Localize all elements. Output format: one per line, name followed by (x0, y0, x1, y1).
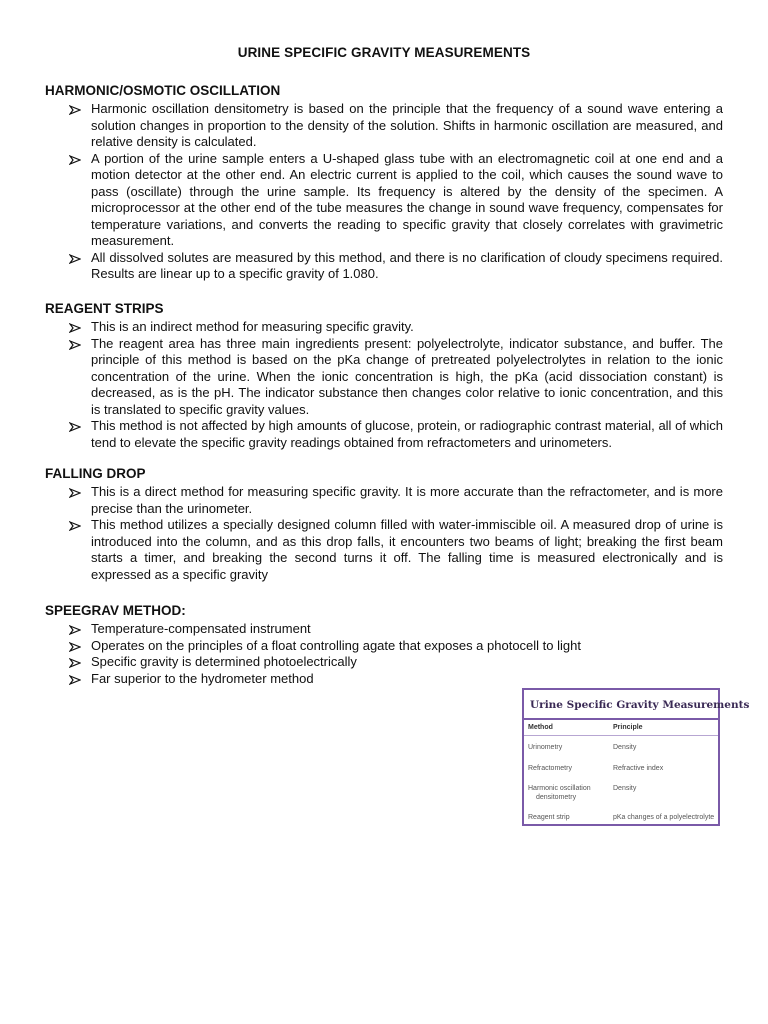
list-item (91, 484, 723, 517)
table-row (524, 744, 718, 753)
arrow-bullet-icon (69, 658, 81, 668)
list-item (91, 638, 723, 655)
bullet-text: Operates on the principles of a float controlling agate that exposes a photocell to light (91, 637, 581, 653)
arrow-bullet-icon (69, 521, 81, 531)
bullet-list (45, 621, 723, 687)
document-title: URINE SPECIFIC GRAVITY MEASUREMENTS (237, 45, 531, 60)
inset-title: Urine Specific Gravity Measurements (524, 690, 718, 720)
bullet-text: The reagent area has three main ingredients present: polyelectrolyte, indicator substance, and buffer. The principle of this method is based on the pKa change of pretreated polyelectrolytes in relation to the ionic concentration of the urine. When the ionic concentration is high, the pKa (acid dissociation constant) is decreased, as is the pH. The indicator substance then changes color relative to ionic concentration, and this is translated to specific gravity values. (91, 335, 723, 417)
bullet-text: All dissolved solutes are measured by this method, and there is no clarification of cloudy specimens required. Results are linear up to a specific gravity of 1.080. (91, 249, 723, 281)
list-item (91, 336, 723, 419)
section-reagent-strips (45, 300, 723, 451)
section-heading: REAGENT STRIPS (45, 301, 164, 316)
header-method: Method (528, 724, 553, 731)
arrow-bullet-icon (69, 340, 81, 350)
cell-method: Urinometry (528, 744, 563, 751)
cell-principle: Density (613, 785, 637, 792)
bullet-text: This method is not affected by high amounts of glucose, protein, or radiographic contrast material, all of which tend to elevate the specific gravity readings obtained from refractometers and urinometers. (91, 418, 723, 450)
bullet-text: A portion of the urine sample enters a U-shaped glass tube with an electromagnetic coil at one end and a motion detector at the other end. An electric current is applied to the coil, which causes the sound wave to pass (oscillate) through the urine sample. Its frequency is altered by the density of the specimen. A microprocessor at the other end of the tube measures the change in sound wave frequency, compensates for temperature variations, and converts the reading to specific gravity that closely correlates with gravimetric measurement. (91, 150, 723, 248)
arrow-bullet-icon (69, 642, 81, 652)
cell-principle: Refractive index (613, 764, 664, 772)
inset-header-row (524, 720, 718, 736)
arrow-bullet-icon (69, 155, 81, 165)
cell-principle: pKa changes of a polyelectrolyte (613, 814, 715, 821)
bullet-text: Harmonic oscillation densitometry is based on the principle that the frequency of a sound wave entering a solution changes in proportion to the density of the solution. Shifts in harmonic oscillation are measured, and relative density is calculated. (91, 101, 723, 149)
section-speegrav-method (45, 602, 723, 687)
list-item (91, 621, 723, 638)
list-item (91, 319, 723, 336)
list-item (91, 517, 723, 583)
section-heading: FALLING DROP (45, 466, 146, 481)
bullet-text: Specific gravity is determined photoelectrically (91, 654, 357, 669)
arrow-bullet-icon (69, 105, 81, 115)
arrow-bullet-icon (69, 323, 81, 333)
section-heading: SPEEGRAV METHOD: (45, 603, 186, 618)
bullet-text: Far superior to the hydrometer method (91, 670, 314, 686)
table-row (524, 765, 718, 774)
table-row (524, 794, 718, 803)
arrow-bullet-icon (69, 675, 81, 685)
list-item (91, 151, 723, 250)
section-harmonic-oscillation (45, 82, 723, 283)
section-falling-drop (45, 465, 723, 583)
bullet-text: This is an indirect method for measuring specific gravity. (91, 319, 414, 334)
list-item (91, 671, 723, 688)
cell-method: densitometry (536, 793, 577, 801)
cell-principle (621, 794, 718, 803)
table-row (524, 785, 718, 794)
bullet-list (45, 101, 723, 283)
section-heading: HARMONIC/OSMOTIC OSCILLATION (45, 83, 281, 98)
header-principle: Principle (613, 724, 643, 731)
cell-method: Refractometry (528, 764, 572, 772)
list-item (91, 418, 723, 451)
cell-principle: Density (613, 744, 637, 751)
arrow-bullet-icon (69, 254, 81, 264)
cell-method: Harmonic oscillation (528, 785, 591, 792)
bullet-list (45, 319, 723, 451)
arrow-bullet-icon (69, 488, 81, 498)
inset-table-figure (522, 688, 750, 826)
list-item (91, 250, 723, 283)
list-item (91, 101, 723, 151)
bullet-text: This is a direct method for measuring specific gravity. It is more accurate than the refractometer, and is more precise than the urinometer. (91, 484, 723, 516)
bullet-text: Temperature-compensated instrument (91, 621, 311, 636)
bullet-text: This method utilizes a specially designed column filled with water-immiscible oil. A measured drop of urine is introduced into the column, and as this drop falls, it encounters two beams of light; breaking the first beam starts a timer, and breaking the second turns it off. The falling time is measured electronically and is expressed as a specific gravity (91, 517, 723, 582)
table-row (524, 814, 718, 823)
list-item (91, 654, 723, 671)
arrow-bullet-icon (69, 625, 81, 635)
arrow-bullet-icon (69, 422, 81, 432)
bullet-list (45, 484, 723, 583)
cell-method: Reagent strip (528, 814, 570, 821)
